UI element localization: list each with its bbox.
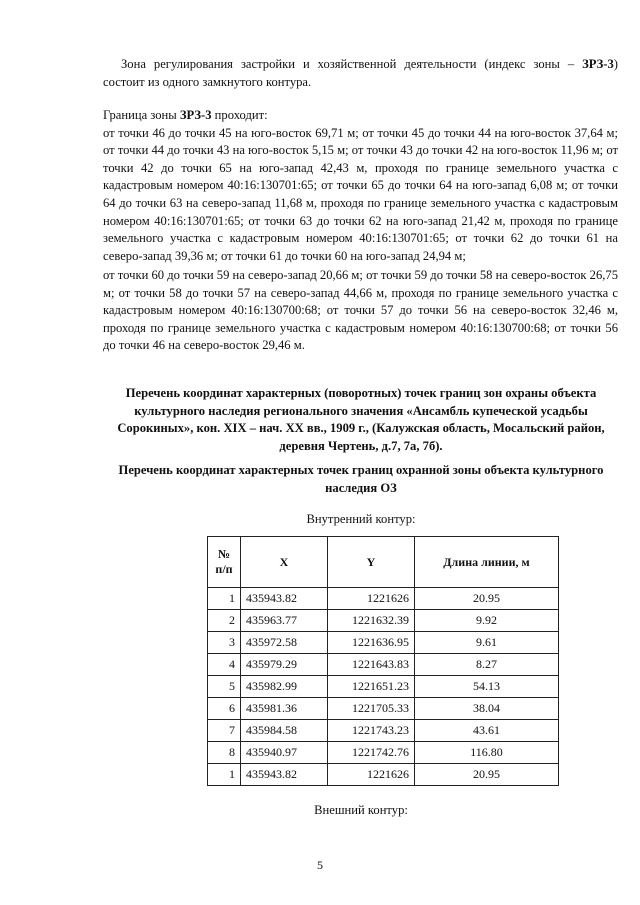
header-num: № п/п <box>208 537 241 588</box>
boundary-title <box>103 107 618 125</box>
protection-zone-heading: Перечень координат характерных точек границ охранной зоны объекта культурного наследия ОЗ <box>118 463 604 495</box>
header-length: Длина линии, м <box>415 537 559 588</box>
cell-x: 435943.82 <box>241 764 328 786</box>
intro-text-b: ) состоит из одного замкнутого контура. <box>103 57 618 89</box>
cell-x: 435943.82 <box>241 588 328 610</box>
cell-length: 43.61 <box>415 720 559 742</box>
cell-length: 20.95 <box>415 764 559 786</box>
cell-num: 3 <box>208 632 241 654</box>
zone-intro-paragraph <box>103 56 618 91</box>
boundary-text-1: от точки 46 до точки 45 на юго-восток 69,71 м; от точки 45 до точки 44 на юго-восток 37,64 м; от точки 44 до точки 43 на юго-восток 5,15 м; от точки 43 до точки 42 на юго-восток 11,96 м; от точки 42 до точки 65 на юго-запад 42,43 м, проходя по границе земельного участка с кадастровым номером 40:16:130701:65; от точки 65 до точки 64 на юго-запад 6,08 м; от точки 64 до точки 63 на северо-запад 11,68 м, проходя по границе земельного участка с кадастровым номером 40:16:130701:65; от точки 63 до точки 62 на юго-запад 21,42 м, проходя по границе земельного участка с кадастровым номером 40:16:130701:65; от точки 62 до точки 61 на северо-запад 39,36 м; от точки 61 до точки 60 на юго-запад 24,94 м; <box>103 125 618 263</box>
cell-length: 54.13 <box>415 676 559 698</box>
cell-x: 435984.58 <box>241 720 328 742</box>
cell-num: 7 <box>208 720 241 742</box>
table-row <box>208 764 559 786</box>
cell-x: 435963.77 <box>241 610 328 632</box>
table-row <box>208 632 559 654</box>
cell-y: 1221626 <box>328 764 415 786</box>
table-row <box>208 698 559 720</box>
cell-length: 20.95 <box>415 588 559 610</box>
cell-x: 435972.58 <box>241 632 328 654</box>
cell-num: 8 <box>208 742 241 764</box>
outer-contour-caption: Внешний контур: <box>314 803 408 817</box>
coordinates-heading: Перечень координат характерных (поворотных) точек границ зон охраны объекта культурного наследия регионального значения «Ансамбль купеческой усадьбы Сорокиных», кон. XIX – нач. XX вв., 1909 г., (Калужская область, Мосальский район, деревня Чертень, д.7, 7а, 7б). <box>117 386 605 453</box>
boundary-title-a: Граница зоны <box>103 108 180 122</box>
cell-x: 435981.36 <box>241 698 328 720</box>
cell-length: 8.27 <box>415 654 559 676</box>
zone-code: ЗРЗ-3 <box>582 57 614 71</box>
table-row <box>208 588 559 610</box>
cell-x: 435979.29 <box>241 654 328 676</box>
cell-y: 1221632.39 <box>328 610 415 632</box>
table-row <box>208 654 559 676</box>
table-row <box>208 610 559 632</box>
boundary-title-b: проходит: <box>211 108 268 122</box>
cell-length: 9.92 <box>415 610 559 632</box>
cell-y: 1221636.95 <box>328 632 415 654</box>
table-row <box>208 676 559 698</box>
header-y: Y <box>328 537 415 588</box>
page-number: 5 <box>317 858 323 872</box>
cell-length: 116.80 <box>415 742 559 764</box>
cell-y: 1221643.83 <box>328 654 415 676</box>
cell-y: 1221626 <box>328 588 415 610</box>
intro-text-a: Зона регулирования застройки и хозяйственной деятельности (индекс зоны – <box>121 57 583 71</box>
boundary-zone-code: ЗРЗ-3 <box>179 108 212 122</box>
cell-length: 9.61 <box>415 632 559 654</box>
cell-num: 4 <box>208 654 241 676</box>
cell-x: 435940.97 <box>241 742 328 764</box>
cell-x: 435982.99 <box>241 676 328 698</box>
cell-num: 1 <box>208 764 241 786</box>
cell-y: 1221743.23 <box>328 720 415 742</box>
cell-num: 6 <box>208 698 241 720</box>
cell-y: 1221705.33 <box>328 698 415 720</box>
boundary-paragraph-1 <box>103 107 618 265</box>
header-x: X <box>241 537 328 588</box>
cell-y: 1221742.76 <box>328 742 415 764</box>
boundary-paragraph-2: от точки 60 до точки 59 на северо-запад 20,66 м; от точки 59 до точки 58 на северо-восток 26,75 м; от точки 58 до точки 57 на северо-запад 44,66 м, проходя по границе земельного участка с кадастровым номером 40:16:130700:68; от точки 57 до точки 56 на северо-восток 32,46 м, проходя по границе земельного участка с кадастровым номером 40:16:130700:68; от точки 56 до точки 46 на северо-восток 29,46 м. <box>103 268 618 353</box>
table-header-row <box>208 537 559 588</box>
cell-y: 1221651.23 <box>328 676 415 698</box>
coordinates-table <box>207 536 559 786</box>
cell-num: 1 <box>208 588 241 610</box>
cell-num: 5 <box>208 676 241 698</box>
cell-length: 38.04 <box>415 698 559 720</box>
table-row <box>208 742 559 764</box>
inner-contour-caption: Внутренний контур: <box>306 512 416 526</box>
table-row <box>208 720 559 742</box>
cell-num: 2 <box>208 610 241 632</box>
